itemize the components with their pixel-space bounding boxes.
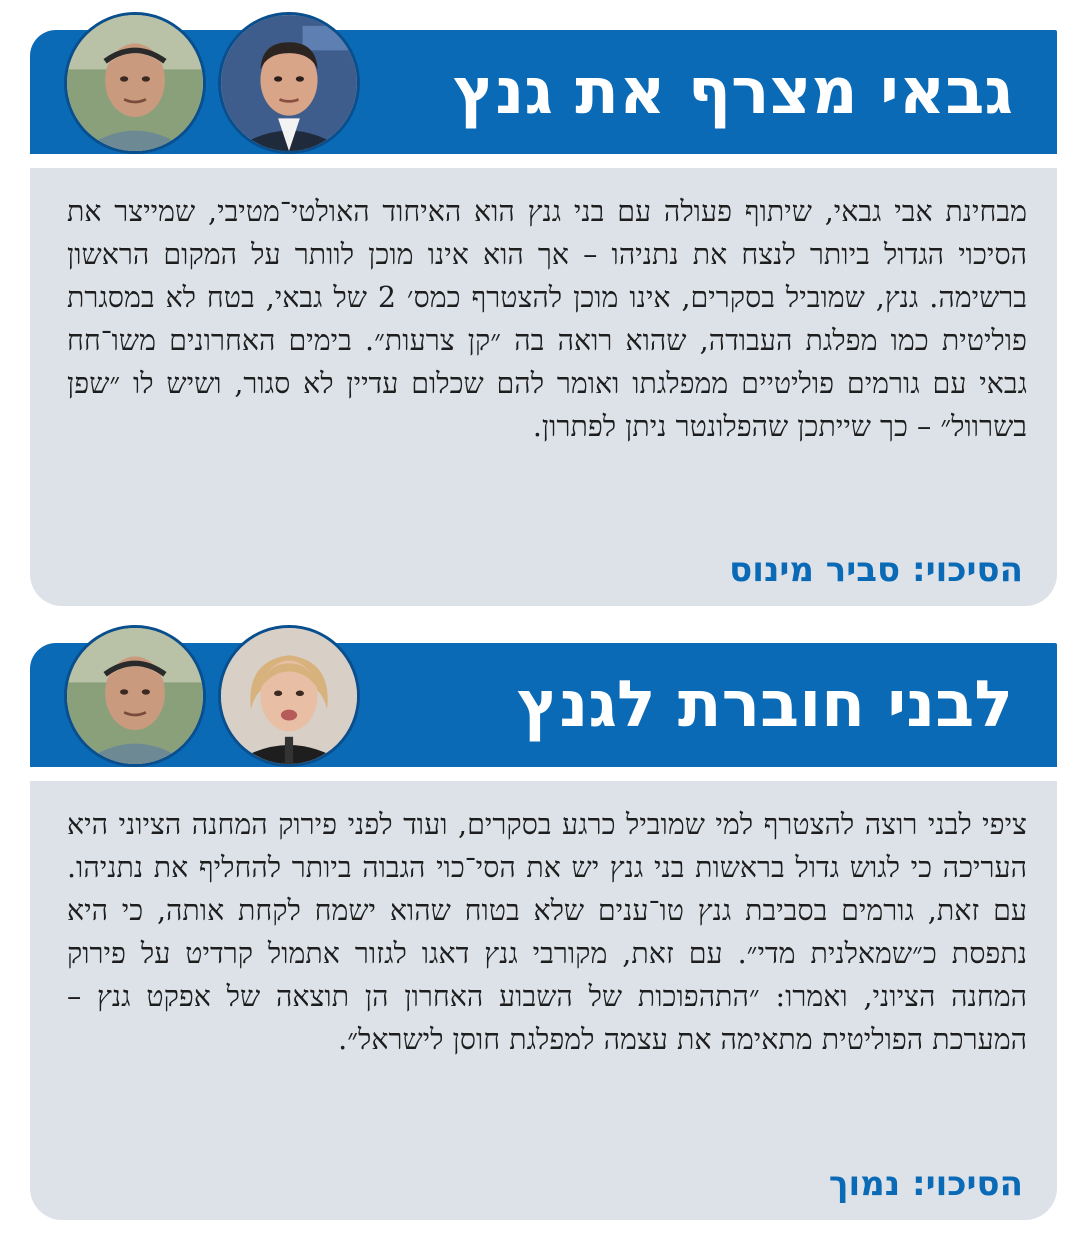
article-card-gabbay — [30, 30, 1057, 606]
man-suit-photo-icon — [218, 12, 360, 154]
article-card-livni — [30, 643, 1057, 1220]
article-text: מבחינת אבי גבאי, שיתוף פעולה עם בני גנץ הוא האיחוד האולטי־מטיבי, שמייצר את הסיכוי הגדול ביותר לנצח את נתניהו – אך הוא אינו מוכן לוותר על המקום הראשון ברשימה. גנץ, שמוביל בסקרים, אינו מוכן להצטרף כמס׳ 2 של גבאי, בטח לא במסגרת פוליטית כמו מפלגת העבודה, שהוא רואה בה ״קן צרעות״. בימים האחרונים משו־חח גבאי עם גורמים פוליטיים ממפלגתו ואומר להם שכלום עדיין לא סגור, ושיש לו ״שפן בשרוול״ – כך שייתכן שהפלונטר ניתן לפתרון. — [67, 195, 1027, 443]
card-title: גבאי מצרף את גנץ — [453, 55, 1013, 129]
chance-label: הסיכוי: נמוך — [828, 1164, 1023, 1204]
man-photo-icon — [64, 625, 206, 767]
card-title: לבני חוברת לגנץ — [517, 668, 1013, 742]
woman-photo-icon — [218, 625, 360, 767]
man-photo-icon — [64, 12, 206, 154]
article-text: ציפי לבני רוצה להצטרף למי שמוביל כרגע בסקרים, ועוד לפני פירוק המחנה הציוני היא העריכה כי לגוש גדול בראשות בני גנץ יש את הסי־כוי הגבוה ביותר להחליף את נתניהו. עם זאת, גורמים בסביבת גנץ טו־ענים שלא בטוח שהוא ישמח לקחת אותה, כי היא נתפסת כ״שמאלנית מדי״. עם זאת, מקורבי גנץ דאגו לגזור אתמול קרדיט על פירוק המחנה הציוני, ואמרו: ״התהפוכות של השבוע האחרון הן תוצאה של אפקט גנץ – המערכת הפוליטית מתאימה את עצמה למפלגת חוסן לישראל״. — [67, 808, 1027, 1056]
card-body — [30, 168, 1057, 606]
card-body — [30, 781, 1057, 1220]
chance-label: הסיכוי: סביר מינוס — [729, 550, 1023, 590]
